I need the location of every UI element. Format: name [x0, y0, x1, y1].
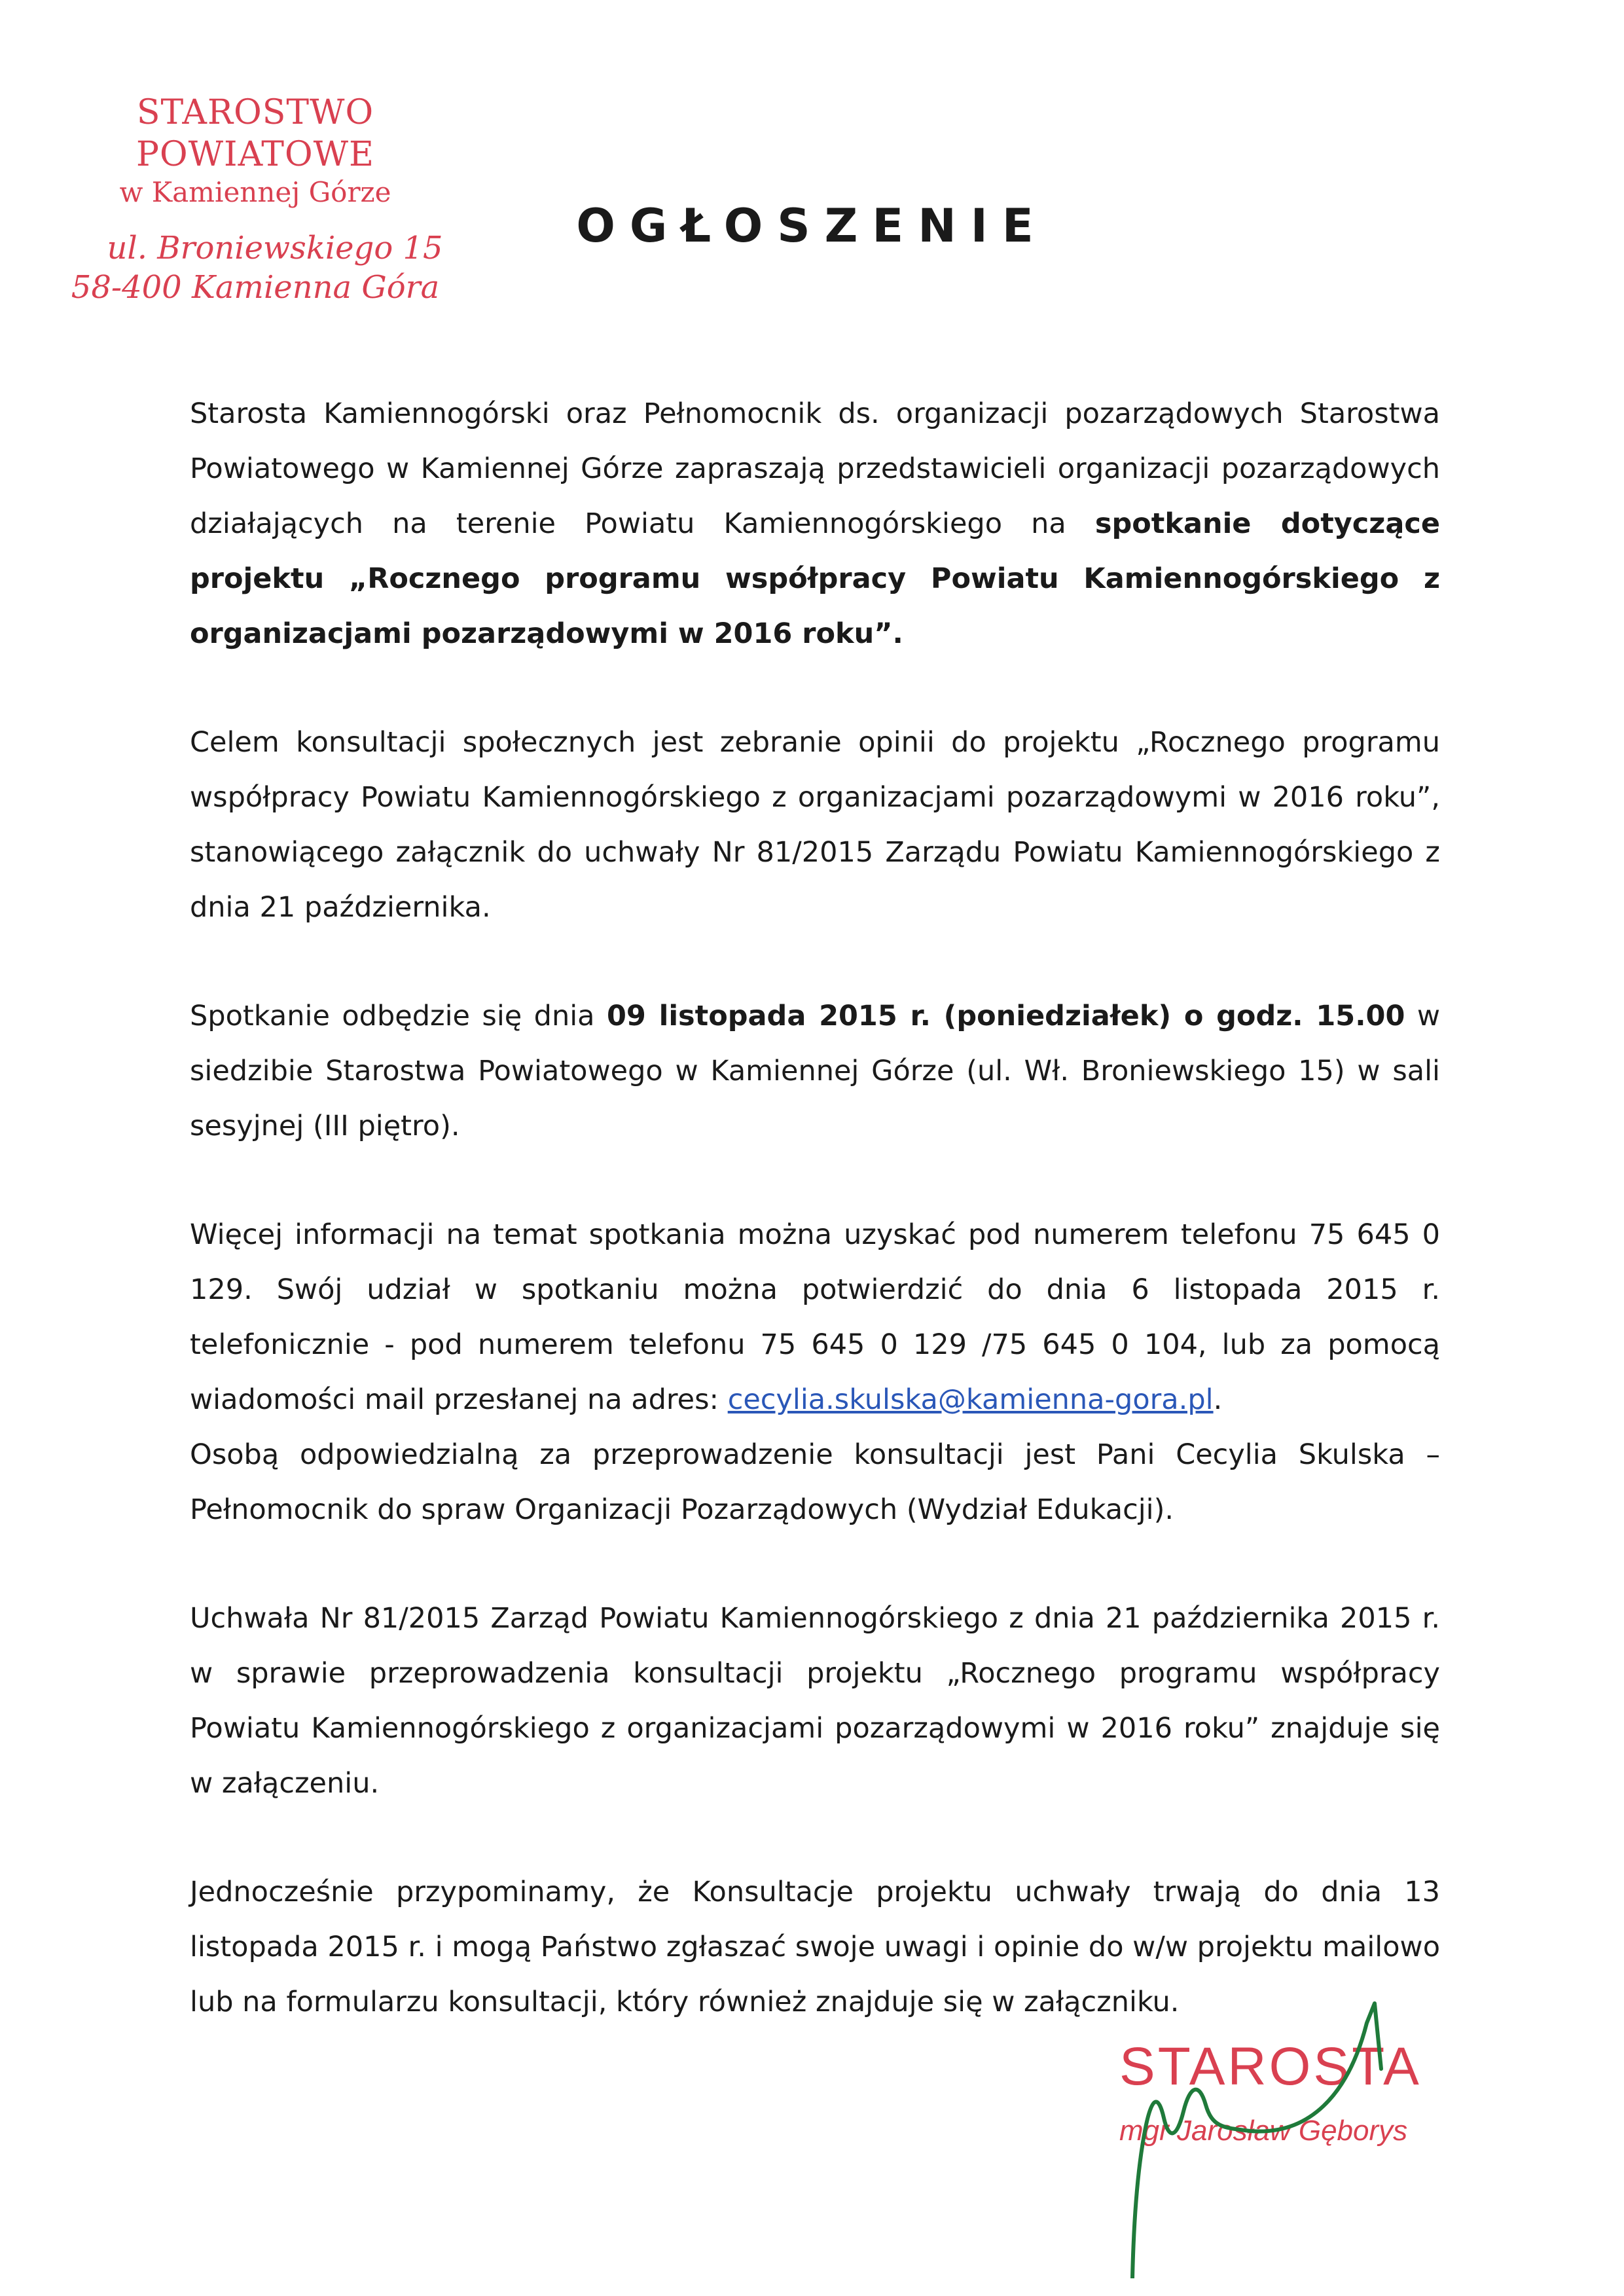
paragraph-invitation-bold: spotkanie dotyczące projektu „Rocznego programu współpracy Powiatu Kamiennogórskiego z organizacjami pozarządowymi w 2016 roku”.	[190, 507, 1440, 650]
paragraph-contact-text: Więcej informacji na temat spotkania można uzyskać pod numerem telefonu 75 645 0 129. Swój udział w spotkaniu można potwierdzić do dnia 6 listopada 2015 r. telefonicznie - pod numerem telefonu 75 645 0 129 /75 645 0 104, lub za pomocą wiadomości mail przesłanej na adres:	[190, 1218, 1440, 1416]
paragraph-responsible: Osobą odpowiedzialną za przeprowadzenie konsultacji jest Pani Cecylia Skulska – Pełnomocnik do spraw Organizacji Pozarządowych (Wydział Edukacji).	[190, 1438, 1440, 1526]
document-body	[190, 386, 1440, 2083]
paragraph-resolution: Uchwała Nr 81/2015 Zarząd Powiatu Kamiennogórskiego z dnia 21 października 2015 r. w sprawie przeprowadzenia konsultacji projektu „Rocznego programu współpracy Powiatu Kamiennogórskiego z organizacjami pozarządowymi w 2016 roku” znajduje się w załączeniu.	[190, 1602, 1440, 1800]
stamp-line-town: w Kamiennej Górze	[119, 176, 391, 208]
paragraph-purpose: Celem konsultacji społecznych jest zebranie opinii do projektu „Rocznego programu współpracy Powiatu Kamiennogórskiego z organizacjami pozarządowymi w 2016 roku”, stanowiącego załącznik do uchwały Nr 81/2015 Zarządu Powiatu Kamiennogórskiego z dnia 21 października.	[190, 726, 1440, 924]
paragraph-meeting	[190, 989, 1440, 1154]
paragraph-reminder: Jednocześnie przypominamy, że Konsultacje projektu uchwały trwają do dnia 13 listopada 2015 r. i mogą Państwo zgłaszać swoje uwagi i opinie do w/w projektu mailowo lub na formularzu konsultacji, który również znajduje się w załączniku.	[190, 1876, 1441, 2018]
meeting-date: 09 listopada 2015 r. (poniedziałek) o godz. 15.00	[606, 1000, 1405, 1032]
paragraph-meeting-location: w siedzibie Starostwa Powiatowego w Kamiennej Górze (ul. Wł. Broniewskiego 15) w sali sesyjnej (III piętro).	[190, 1000, 1440, 1142]
signature-stamp	[1060, 1997, 1453, 2278]
signature-title: STAROSTA	[1119, 2037, 1422, 2096]
stamp-line-office: STAROSTWO POWIATOWE	[135, 93, 375, 174]
handwritten-signature	[1060, 1997, 1453, 2278]
document-title: OGŁOSZENIE	[576, 199, 1048, 253]
stamp-line-street: ul. Broniewskiego 15	[107, 230, 443, 266]
paragraph-contact-end: .	[1213, 1383, 1223, 1416]
signature-person: mgr Jarosław Gęborys	[1119, 2115, 1408, 2147]
email-link[interactable]: cecylia.skulska@kamienna-gora.pl	[727, 1383, 1214, 1416]
paragraph-invitation	[190, 386, 1440, 661]
paragraph-contact	[190, 1207, 1440, 1427]
paragraph-meeting-intro: Spotkanie odbędzie się dnia	[190, 1000, 607, 1032]
paragraph-invitation-text: Starosta Kamiennogórski oraz Pełnomocnik ds. organizacji pozarządowych Starostwa Powiatowego w Kamiennej Górze zapraszają przedstawicieli organizacji pozarządowych działających na terenie Powiatu Kamiennogórskiego na	[190, 397, 1440, 540]
stamp-line-postal: 58-400 Kamienna Góra	[71, 269, 440, 306]
